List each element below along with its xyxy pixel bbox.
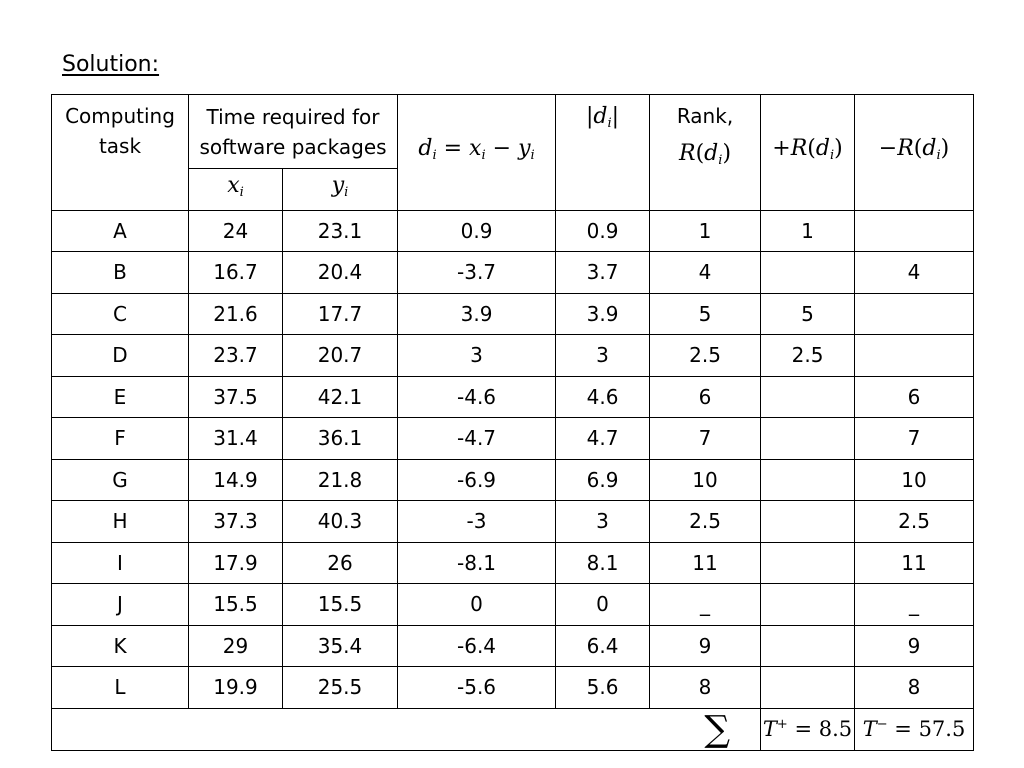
difference-cell: -6.9: [398, 459, 556, 501]
x-cell: 37.3: [189, 501, 283, 543]
header-computing-task: Computing task: [52, 95, 189, 211]
task-cell: B: [52, 252, 189, 294]
y-cell: 42.1: [283, 376, 398, 418]
total-negative: T− = 57.5: [855, 708, 974, 750]
table-row: [52, 501, 974, 543]
difference-cell: -3: [398, 501, 556, 543]
table-row: [52, 252, 974, 294]
rank-cell: 10: [650, 459, 761, 501]
header-positive-rank: $+R(d_i)$: [761, 95, 855, 211]
table-row: [52, 210, 974, 252]
abs-difference-cell: 0.9: [556, 210, 650, 252]
header-negative-rank: $-R(d_i)$: [855, 95, 974, 211]
y-cell: 20.4: [283, 252, 398, 294]
task-cell: D: [52, 335, 189, 377]
positive-rank-cell: [761, 542, 855, 584]
difference-cell: -5.6: [398, 667, 556, 709]
positive-rank-cell: [761, 459, 855, 501]
abs-difference-cell: 3: [556, 501, 650, 543]
negative-rank-cell: 11: [855, 542, 974, 584]
x-cell: 17.9: [189, 542, 283, 584]
difference-cell: 3.9: [398, 293, 556, 335]
negative-rank-cell: [855, 335, 974, 377]
y-cell: 25.5: [283, 667, 398, 709]
rank-cell: 4: [650, 252, 761, 294]
header-time-required: Time required for software packages: [189, 95, 398, 169]
table-row: [52, 667, 974, 709]
table-row: [52, 376, 974, 418]
negative-rank-cell: 2.5: [855, 501, 974, 543]
x-cell: 37.5: [189, 376, 283, 418]
abs-difference-cell: 0: [556, 584, 650, 626]
positive-rank-cell: [761, 501, 855, 543]
difference-cell: 3: [398, 335, 556, 377]
x-cell: 29: [189, 625, 283, 667]
positive-rank-cell: [761, 584, 855, 626]
table-row: [52, 335, 974, 377]
rank-cell: 2.5: [650, 335, 761, 377]
rank-cell: 5: [650, 293, 761, 335]
rank-cell: 1: [650, 210, 761, 252]
table-row: [52, 542, 974, 584]
y-cell: 36.1: [283, 418, 398, 460]
x-cell: 14.9: [189, 459, 283, 501]
negative-rank-cell: 4: [855, 252, 974, 294]
negative-rank-cell: 6: [855, 376, 974, 418]
header-difference: $d_i = x_i - y_i$: [398, 95, 556, 211]
task-cell: A: [52, 210, 189, 252]
difference-cell: 0: [398, 584, 556, 626]
task-cell: F: [52, 418, 189, 460]
task-cell: C: [52, 293, 189, 335]
abs-difference-cell: 8.1: [556, 542, 650, 584]
difference-cell: -8.1: [398, 542, 556, 584]
x-cell: 21.6: [189, 293, 283, 335]
x-cell: 31.4: [189, 418, 283, 460]
rank-cell: 8: [650, 667, 761, 709]
abs-difference-cell: 3: [556, 335, 650, 377]
positive-rank-cell: 5: [761, 293, 855, 335]
header-x: $x_i$: [189, 169, 283, 211]
difference-cell: -4.6: [398, 376, 556, 418]
header-rank-label: Rank,: [676, 104, 734, 128]
y-cell: 15.5: [283, 584, 398, 626]
solution-heading: Solution:: [62, 52, 160, 77]
positive-rank-cell: [761, 418, 855, 460]
task-cell: K: [52, 625, 189, 667]
table-row: [52, 625, 974, 667]
rank-cell: 11: [650, 542, 761, 584]
abs-difference-cell: 3.9: [556, 293, 650, 335]
x-cell: 24: [189, 210, 283, 252]
task-cell: G: [52, 459, 189, 501]
y-cell: 35.4: [283, 625, 398, 667]
negative-rank-cell: 8: [855, 667, 974, 709]
sum-symbol: ∑: [52, 708, 761, 750]
positive-rank-cell: [761, 667, 855, 709]
total-negative-value: 57.5: [918, 717, 966, 741]
positive-rank-cell: [761, 625, 855, 667]
rank-cell: 2.5: [650, 501, 761, 543]
abs-difference-cell: 4.6: [556, 376, 650, 418]
rank-cell: _: [650, 584, 761, 626]
y-cell: 21.8: [283, 459, 398, 501]
wilcoxon-rank-table: [51, 94, 974, 751]
y-cell: 23.1: [283, 210, 398, 252]
x-cell: 16.7: [189, 252, 283, 294]
difference-cell: -3.7: [398, 252, 556, 294]
positive-rank-cell: [761, 376, 855, 418]
positive-rank-cell: [761, 252, 855, 294]
difference-cell: 0.9: [398, 210, 556, 252]
x-cell: 23.7: [189, 335, 283, 377]
header-rank: Rank, $R(d_i)$: [650, 95, 761, 211]
y-cell: 26: [283, 542, 398, 584]
task-cell: J: [52, 584, 189, 626]
rank-cell: 6: [650, 376, 761, 418]
negative-rank-cell: [855, 293, 974, 335]
x-cell: 19.9: [189, 667, 283, 709]
header-abs-difference: $|d_i|$: [556, 95, 650, 211]
y-cell: 40.3: [283, 501, 398, 543]
rank-cell: 7: [650, 418, 761, 460]
negative-rank-cell: 9: [855, 625, 974, 667]
header-y: $y_i$: [283, 169, 398, 211]
abs-difference-cell: 6.4: [556, 625, 650, 667]
positive-rank-cell: 2.5: [761, 335, 855, 377]
difference-cell: -6.4: [398, 625, 556, 667]
task-cell: H: [52, 501, 189, 543]
table-row: [52, 584, 974, 626]
rank-cell: 9: [650, 625, 761, 667]
task-cell: E: [52, 376, 189, 418]
table-row: [52, 293, 974, 335]
negative-rank-cell: [855, 210, 974, 252]
task-cell: I: [52, 542, 189, 584]
abs-difference-cell: 3.7: [556, 252, 650, 294]
abs-difference-cell: 4.7: [556, 418, 650, 460]
x-cell: 15.5: [189, 584, 283, 626]
y-cell: 20.7: [283, 335, 398, 377]
negative-rank-cell: 7: [855, 418, 974, 460]
abs-difference-cell: 5.6: [556, 667, 650, 709]
task-cell: L: [52, 667, 189, 709]
total-positive-value: 8.5: [818, 717, 853, 741]
negative-rank-cell: _: [855, 584, 974, 626]
difference-cell: -4.7: [398, 418, 556, 460]
abs-difference-cell: 6.9: [556, 459, 650, 501]
y-cell: 17.7: [283, 293, 398, 335]
negative-rank-cell: 10: [855, 459, 974, 501]
table-row: [52, 418, 974, 460]
table-row: [52, 459, 974, 501]
positive-rank-cell: 1: [761, 210, 855, 252]
total-positive: T+ = 8.5: [761, 708, 855, 750]
